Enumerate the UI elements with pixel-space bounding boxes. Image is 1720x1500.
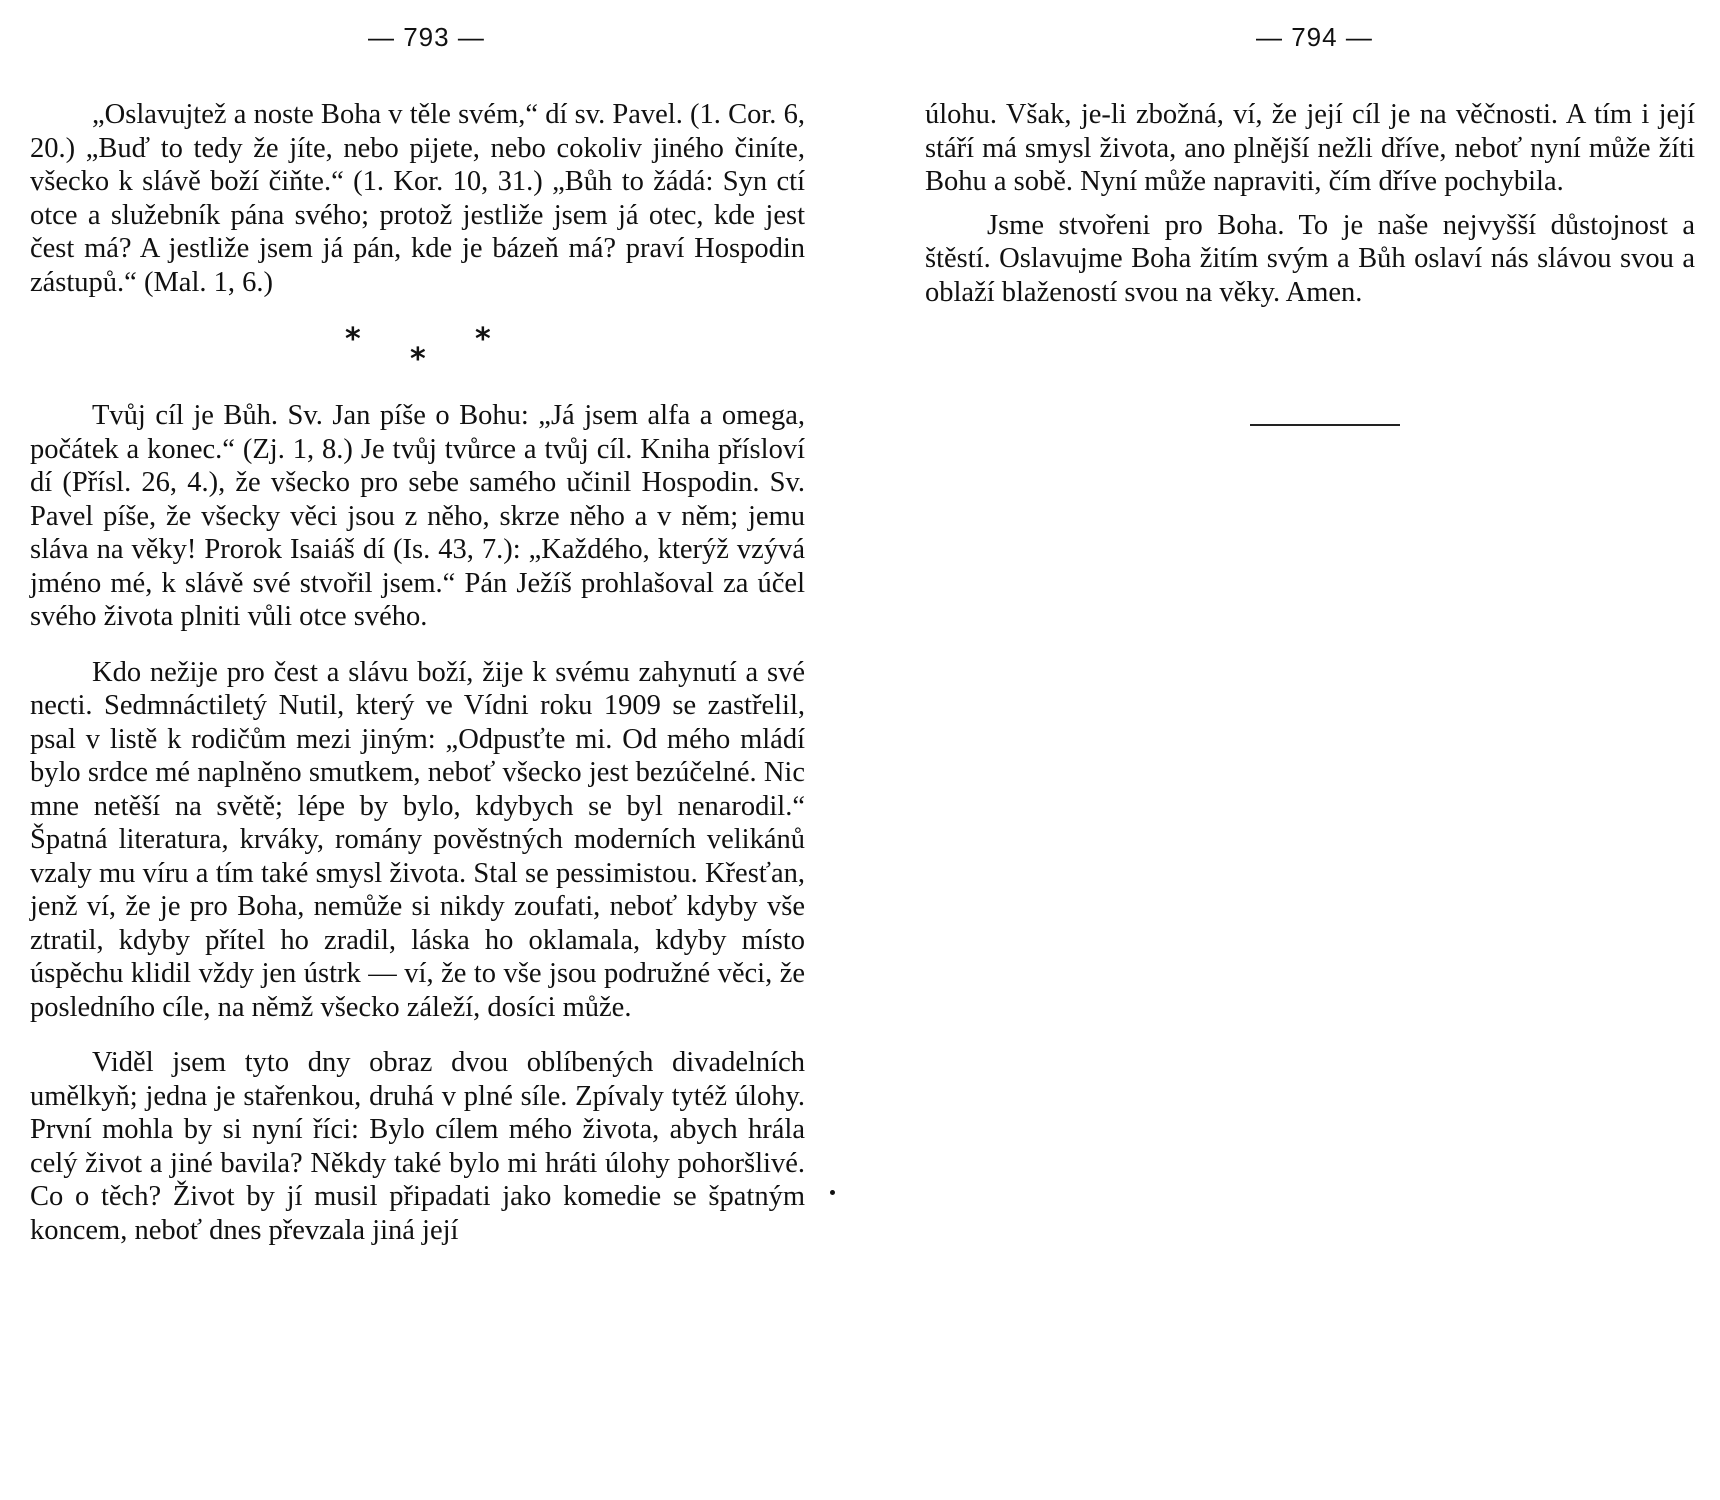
page-number-right: — 794 — xyxy=(1256,22,1373,52)
section-separator xyxy=(30,323,805,383)
left-paragraph-3: Kdo nežije pro čest a slávu boží, žije k svému zahynutí a své necti. Sedmnáctiletý Nutil, který ve Vídni roku 1909 se zastřelil, psal v listě k rodičům mezi jiným: „Odpusťte mi. Od mého mládí bylo srdce mé naplněno smutkem, neboť všecko jest bezúčelné. Nic mne netěší na světě; lépe by bylo, kdybych se byl nenarodil.“ Špatná literatura, krváky, romány pověstných moderních velikánů vzaly mu víru a tím také smysl života. Stal se pessimistou. Křesťan, jenž ví, že je pro Boha, nemůže si nikdy zoufati, neboť kdyby vše ztratil, kdyby přítel ho zradil, láska ho oklamala, kdyby místo úspěchu klidil vždy jen ústrk — ví, že to vše jsou podružné věci, že posledního cíle, na němž všecko záleží, dosíci může. xyxy=(30,656,805,1023)
separator-star-right: * xyxy=(475,322,491,357)
stray-dot xyxy=(830,1190,835,1195)
page-number-left: — 793 — xyxy=(368,22,485,52)
left-paragraph-4: Viděl jsem tyto dny obraz dvou oblíbených divadelních umělkyň; jedna je stařenkou, druhá v plné síle. Zpívaly tytéž úlohy. První mohla by si nyní říci: Bylo cílem mého života, abych hrála celý život a jiné bavila? Někdy také bylo mi hráti úlohy pohoršlivé. Co o těch? Život by jí musil připadati jako komedie se špatným koncem, neboť dnes převzala jiná její xyxy=(30,1047,805,1246)
left-paragraph-2: Tvůj cíl je Bůh. Sv. Jan píše o Bohu: „Já jsem alfa a omega, počátek a konec.“ (Zj. 1, 8.) Je tvůj tvůrce a tvůj cíl. Kniha přísloví dí (Přísl. 26, 4.), že všecko pro sebe samého učinil Hospodin. Sv. Pavel píše, že všecky věci jsou z něho, skrze něho a v něm; jemu sláva na věky! Prorok Isaiáš dí (Is. 43, 7.): „Každého, kterýž vzývá jméno mé, k slávě své stvořil jsem.“ Pán Ježíš prohlašoval za účel svého života plniti vůli otce svého. xyxy=(30,400,805,632)
left-paragraph-1: „Oslavujtež a noste Boha v těle svém,“ dí sv. Pavel. (1. Cor. 6, 20.) „Buď to tedy že jíte, nebo pijete, nebo cokoliv jiného činíte, všecko k slávě boží čiňte.“ (1. Kor. 10, 31.) „Bůh to žádá: Syn ctí otce a služebník pána svého; protož jestliže jsem já otec, kde jest čest má? A jestliže jsem já pán, kde je bázeň má? praví Hospodin zástupů.“ (Mal. 1, 6.) xyxy=(30,99,805,298)
right-paragraph-2: Jsme stvořeni pro Boha. To je naše nejvyšší důstojnost a štěstí. Oslavujme Boha žitím svým a Bůh oslaví nás slávou svou a oblaží blažeností svou na věky. Amen. xyxy=(925,209,1695,308)
separator-star-left: * xyxy=(345,322,361,357)
left-column xyxy=(30,98,805,1247)
right-paragraph-1: úlohu. Však, je-li zbožná, ví, že její cíl je na věčnosti. A tím i její stáří má smysl života, ano plnější nežli dříve, neboť nyní může žíti Bohu a sobě. Nyní může napraviti, čím dříve pochybila. xyxy=(925,99,1695,197)
separator-star-bottom: * xyxy=(410,342,426,377)
right-column xyxy=(925,98,1695,309)
end-rule xyxy=(1250,424,1400,426)
